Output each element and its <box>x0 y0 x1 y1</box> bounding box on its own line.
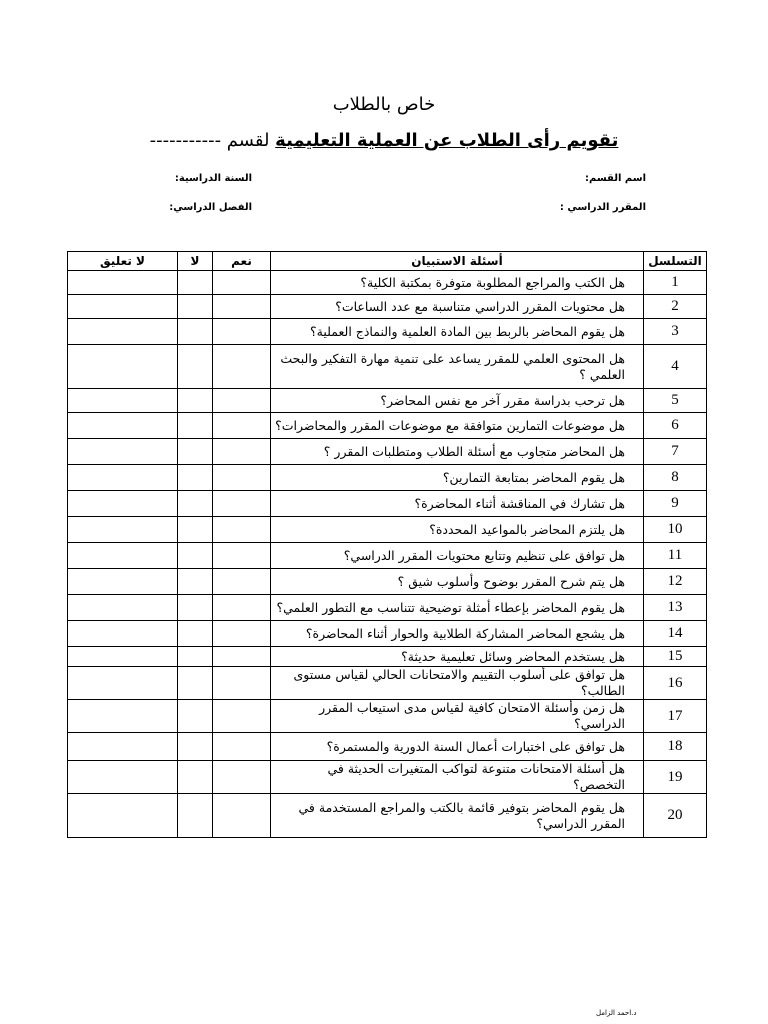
answer-yes-cell[interactable] <box>213 517 271 543</box>
answer-no-cell[interactable] <box>178 667 213 700</box>
row-question: هل الكتب والمراجع المطلوبة متوفرة بمكتبة الكلية؟ <box>271 271 644 295</box>
row-question: هل موضوعات التمارين متوافقة مع موضوعات المقرر والمحاضرات؟ <box>271 413 644 439</box>
answer-no-comment-cell[interactable] <box>68 271 178 295</box>
row-question: هل توافق على اختبارات أعمال السنة الدورية والمستمرة؟ <box>271 733 644 761</box>
answer-no-comment-cell[interactable] <box>68 439 178 465</box>
table-row <box>68 413 707 439</box>
answer-no-comment-cell[interactable] <box>68 345 178 389</box>
answer-no-comment-cell[interactable] <box>68 295 178 319</box>
answer-yes-cell[interactable] <box>213 794 271 838</box>
table-row <box>68 733 707 761</box>
row-question: هل محتويات المقرر الدراسي متناسبة مع عدد الساعات؟ <box>271 295 644 319</box>
answer-no-cell[interactable] <box>178 647 213 667</box>
row-serial: 2 <box>644 295 707 319</box>
header-serial: التسلسل <box>644 252 707 271</box>
answer-yes-cell[interactable] <box>213 491 271 517</box>
row-question: هل تشارك في المناقشة أثناء المحاضرة؟ <box>271 491 644 517</box>
answer-no-comment-cell[interactable] <box>68 543 178 569</box>
questionnaire-table <box>67 251 707 838</box>
answer-yes-cell[interactable] <box>213 761 271 794</box>
table-row <box>68 761 707 794</box>
table-row <box>68 517 707 543</box>
course-label: المقرر الدراسي : <box>559 202 646 213</box>
row-serial: 6 <box>644 413 707 439</box>
table-header-row <box>68 252 707 271</box>
answer-no-cell[interactable] <box>178 465 213 491</box>
answer-no-comment-cell[interactable] <box>68 733 178 761</box>
row-question: هل يقوم المحاضر بإعطاء أمثلة توضيحية تتناسب مع التطور العلمي؟ <box>271 595 644 621</box>
row-serial: 15 <box>644 647 707 667</box>
answer-no-cell[interactable] <box>178 761 213 794</box>
row-question: هل توافق على تنظيم وتتابع محتويات المقرر الدراسي؟ <box>271 543 644 569</box>
row-serial: 7 <box>644 439 707 465</box>
answer-no-comment-cell[interactable] <box>68 647 178 667</box>
table-row <box>68 667 707 700</box>
table-row <box>68 569 707 595</box>
row-serial: 12 <box>644 569 707 595</box>
answer-no-comment-cell[interactable] <box>68 465 178 491</box>
row-serial: 8 <box>644 465 707 491</box>
answer-no-comment-cell[interactable] <box>68 595 178 621</box>
answer-no-comment-cell[interactable] <box>68 569 178 595</box>
answer-yes-cell[interactable] <box>213 389 271 413</box>
row-serial: 13 <box>644 595 707 621</box>
row-serial: 4 <box>644 345 707 389</box>
row-serial: 3 <box>644 319 707 345</box>
answer-no-comment-cell[interactable] <box>68 319 178 345</box>
answer-yes-cell[interactable] <box>213 647 271 667</box>
row-question: هل أسئلة الامتحانات متنوعة لتواكب المتغيرات الحديثة في التخصص؟ <box>271 761 644 794</box>
answer-yes-cell[interactable] <box>213 569 271 595</box>
header-yes: نعم <box>213 252 271 271</box>
answer-yes-cell[interactable] <box>213 465 271 491</box>
table-row <box>68 543 707 569</box>
row-question: هل يلتزم المحاضر بالمواعيد المحددة؟ <box>271 517 644 543</box>
answer-no-comment-cell[interactable] <box>68 389 178 413</box>
row-question: هل يستخدم المحاضر وسائل تعليمية حديثة؟ <box>271 647 644 667</box>
answer-no-cell[interactable] <box>178 439 213 465</box>
signature: د.احمد الزامل <box>596 1009 637 1017</box>
answer-no-cell[interactable] <box>178 319 213 345</box>
row-serial: 14 <box>644 621 707 647</box>
department-label: اسم القسم: <box>585 173 646 184</box>
row-question: هل يقوم المحاضر بمتابعة التمارين؟ <box>271 465 644 491</box>
table-row <box>68 345 707 389</box>
header-questions: أسئلة الاستبيان <box>271 252 644 271</box>
answer-yes-cell[interactable] <box>213 439 271 465</box>
answer-no-cell[interactable] <box>178 345 213 389</box>
answer-no-comment-cell[interactable] <box>68 700 178 733</box>
answer-yes-cell[interactable] <box>213 319 271 345</box>
row-serial: 1 <box>644 271 707 295</box>
answer-no-cell[interactable] <box>178 295 213 319</box>
row-serial: 20 <box>644 794 707 838</box>
table-row <box>68 295 707 319</box>
row-question: هل يتم شرح المقرر بوضوح وأسلوب شيق ؟ <box>271 569 644 595</box>
row-serial: 9 <box>644 491 707 517</box>
semester-label: الفصل الدراسي: <box>169 202 252 213</box>
row-question: هل المحتوى العلمي للمقرر يساعد على تنمية مهارة التفكير والبحث العلمي ؟ <box>271 345 644 389</box>
answer-yes-cell[interactable] <box>213 295 271 319</box>
row-question: هل يقوم المحاضر بالربط بين المادة العلمية والنماذج العملية؟ <box>271 319 644 345</box>
answer-no-cell[interactable] <box>178 271 213 295</box>
form-title-department: لقسم ----------- <box>149 130 270 151</box>
answer-yes-cell[interactable] <box>213 413 271 439</box>
answer-yes-cell[interactable] <box>213 667 271 700</box>
table-row <box>68 271 707 295</box>
answer-yes-cell[interactable] <box>213 345 271 389</box>
row-serial: 19 <box>644 761 707 794</box>
header-no: لا <box>178 252 213 271</box>
questionnaire-body <box>68 271 707 838</box>
form-title <box>0 130 768 151</box>
answer-no-comment-cell[interactable] <box>68 517 178 543</box>
answer-yes-cell[interactable] <box>213 543 271 569</box>
row-serial: 5 <box>644 389 707 413</box>
answer-no-comment-cell[interactable] <box>68 491 178 517</box>
table-row <box>68 647 707 667</box>
answer-no-cell[interactable] <box>178 621 213 647</box>
row-question: هل توافق على أسلوب التقييم والامتحانات الحالي لقياس مستوى الطالب؟ <box>271 667 644 700</box>
answer-yes-cell[interactable] <box>213 733 271 761</box>
header-no-comment: لا تعليق <box>68 252 178 271</box>
form-title-main: تقويم رأى الطلاب عن العملية التعليمية <box>275 130 619 151</box>
table-row <box>68 794 707 838</box>
answer-yes-cell[interactable] <box>213 271 271 295</box>
answer-no-cell[interactable] <box>178 700 213 733</box>
answer-yes-cell[interactable] <box>213 700 271 733</box>
answer-no-comment-cell[interactable] <box>68 667 178 700</box>
answer-no-comment-cell[interactable] <box>68 621 178 647</box>
table-row <box>68 491 707 517</box>
answer-no-cell[interactable] <box>178 517 213 543</box>
table-row <box>68 595 707 621</box>
row-serial: 11 <box>644 543 707 569</box>
row-question: هل يقوم المحاضر بتوفير قائمة بالكتب والمراجع المستخدمة في المقرر الدراسي؟ <box>271 794 644 838</box>
row-question: هل زمن وأسئلة الامتحان كافية لقياس مدى استيعاب المقرر الدراسي؟ <box>271 700 644 733</box>
academic-year-label: السنة الدراسية: <box>174 173 252 184</box>
row-serial: 17 <box>644 700 707 733</box>
answer-no-comment-cell[interactable] <box>68 794 178 838</box>
answer-no-cell[interactable] <box>178 413 213 439</box>
table-row <box>68 621 707 647</box>
answer-yes-cell[interactable] <box>213 595 271 621</box>
answer-no-comment-cell[interactable] <box>68 761 178 794</box>
answer-no-cell[interactable] <box>178 794 213 838</box>
answer-no-cell[interactable] <box>178 491 213 517</box>
table-row <box>68 319 707 345</box>
form-subtitle: خاص بالطلاب <box>332 94 436 115</box>
table-row <box>68 465 707 491</box>
row-question: هل ترحب بدراسة مقرر آخر مع نفس المحاضر؟ <box>271 389 644 413</box>
answer-no-cell[interactable] <box>178 543 213 569</box>
row-serial: 16 <box>644 667 707 700</box>
answer-yes-cell[interactable] <box>213 621 271 647</box>
answer-no-cell[interactable] <box>178 389 213 413</box>
row-serial: 10 <box>644 517 707 543</box>
table-row <box>68 439 707 465</box>
row-serial: 18 <box>644 733 707 761</box>
row-question: هل يشجع المحاضر المشاركة الطلابية والحوار أثناء المحاضرة؟ <box>271 621 644 647</box>
row-question: هل المحاضر متجاوب مع أسئلة الطلاب ومتطلبات المقرر ؟ <box>271 439 644 465</box>
table-row <box>68 389 707 413</box>
answer-no-cell[interactable] <box>178 595 213 621</box>
table-row <box>68 700 707 733</box>
answer-no-cell[interactable] <box>178 733 213 761</box>
answer-no-cell[interactable] <box>178 569 213 595</box>
answer-no-comment-cell[interactable] <box>68 413 178 439</box>
